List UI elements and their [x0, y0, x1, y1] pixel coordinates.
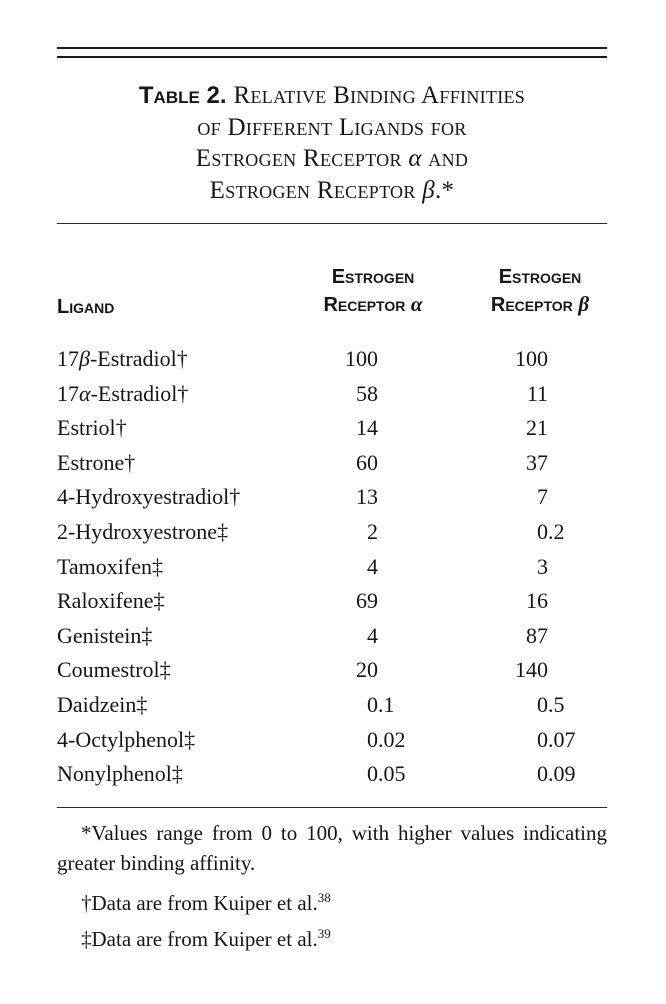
- er-alpha-value: 20: [356, 657, 378, 683]
- top-double-rule: [57, 47, 607, 58]
- table-row: [57, 653, 607, 688]
- footnote-marker: ‡: [171, 761, 183, 787]
- footnote-marker: ‡: [217, 518, 229, 544]
- er-alpha-value: 13: [356, 484, 378, 510]
- ligand-name: Coumestrol‡: [57, 657, 171, 683]
- er-beta-value: 87: [526, 622, 548, 648]
- ligand-name: 17β-Estradiol†: [57, 346, 188, 371]
- er-alpha-value: 60: [356, 449, 378, 475]
- table-row: [57, 342, 607, 377]
- footnote-marker: *: [81, 821, 92, 845]
- ligand-name: Nonylphenol‡: [57, 761, 183, 787]
- er-beta-value: 3: [537, 553, 548, 579]
- er-alpha-value: 4: [367, 553, 378, 579]
- footnote-marker: ‡: [141, 622, 153, 648]
- ligand-name: Estriol†: [57, 415, 127, 441]
- footnote-marker: †: [115, 415, 127, 441]
- footnote-marker: †: [124, 449, 136, 475]
- er-alpha-value: 4: [367, 622, 378, 648]
- footnote-double-dagger-source: ‡Data are from Kuiper et al.$^{39}$: [81, 926, 331, 951]
- table-title-line3: Estrogen Receptor α and: [195, 145, 469, 172]
- ligand-name: Raloxifene‡: [57, 588, 165, 614]
- ligand-name: Genistein‡: [57, 622, 153, 648]
- er-beta-value: 21: [526, 415, 548, 441]
- footnote-marker: ‡: [151, 553, 163, 579]
- alpha-symbol: α: [408, 145, 422, 172]
- table-title-line1: [57, 80, 607, 112]
- er-alpha-value: 0.05: [367, 761, 406, 787]
- alpha-symbol: α: [410, 292, 423, 316]
- ligand-name: Tamoxifen‡: [57, 553, 163, 579]
- er-beta-value: 140: [515, 657, 548, 683]
- table-row: [57, 584, 607, 619]
- er-beta-value: 0.2: [537, 518, 565, 544]
- table-row: [57, 515, 607, 550]
- footnote-marker: †: [176, 346, 188, 371]
- er-alpha-value: 69: [356, 588, 378, 614]
- er-alpha-value: 14: [356, 415, 378, 441]
- footnote-marker: ‡: [153, 588, 165, 614]
- ligand-name: 2-Hydroxyestrone‡: [57, 518, 229, 544]
- footnote-values-range: *Values range from 0 to 100, with higher values indicating greater binding affinity.: [57, 821, 607, 875]
- table-row: [57, 757, 607, 792]
- table-bottom-rule: [57, 807, 607, 808]
- ligand-name: 4-Octylphenol‡: [57, 726, 196, 752]
- title-bottom-rule: [57, 223, 607, 224]
- table-row: [57, 723, 607, 758]
- table-rows: [57, 342, 607, 792]
- column-header-er-alpha: Estrogen Receptor α: [323, 266, 423, 316]
- table-title-line4: Estrogen Receptor β.*: [209, 176, 455, 204]
- er-alpha-value: 2: [367, 518, 378, 544]
- table-row: [57, 480, 607, 515]
- er-beta-value: 7: [537, 484, 548, 510]
- footnote-marker: ‡: [184, 726, 196, 752]
- column-header-ligand: Ligand: [57, 296, 115, 318]
- footnote-reference-number: 38: [317, 890, 331, 905]
- er-beta-value: 0.07: [537, 726, 576, 752]
- table-number-label: Table 2.: [138, 82, 227, 109]
- table-row: [57, 619, 607, 654]
- table-row: [57, 377, 607, 412]
- ligand-name: 4-Hydroxyestradiol†: [57, 484, 241, 510]
- footnote-marker: ‡: [81, 927, 92, 951]
- er-alpha-value: 100: [345, 346, 378, 371]
- table-row: [57, 446, 607, 481]
- er-alpha-value: 0.02: [367, 726, 406, 752]
- table-row: [57, 688, 607, 723]
- table-title-line1-text: Relative Binding Affinities: [233, 82, 526, 109]
- footnote-reference-number: 39: [317, 926, 331, 941]
- er-beta-value: 16: [526, 588, 548, 614]
- ligand-name: 17α-Estradiol†: [57, 380, 189, 406]
- column-header-er-beta: Estrogen Receptor β: [490, 266, 590, 316]
- table-row: [57, 550, 607, 585]
- table-title: [57, 80, 607, 206]
- footnote-marker: †: [177, 380, 189, 406]
- ligand-name: Daidzein‡: [57, 691, 148, 717]
- er-alpha-value: 0.1: [367, 691, 395, 717]
- beta-symbol: β: [422, 176, 435, 204]
- footnote-marker: †: [81, 891, 92, 915]
- table-panel: [57, 0, 607, 1004]
- footnote-marker: ‡: [159, 657, 171, 683]
- footnote-dagger-source: †Data are from Kuiper et al.$^{38}$: [81, 890, 331, 915]
- er-beta-value: 0.09: [537, 761, 576, 787]
- table-title-line2: of Different Ligands for: [197, 113, 467, 141]
- ligand-name: Estrone†: [57, 449, 136, 475]
- footnote-marker: ‡: [136, 691, 148, 717]
- footnote-marker: †: [229, 484, 241, 510]
- er-beta-value: 11: [526, 380, 548, 406]
- er-beta-value: 37: [526, 449, 548, 475]
- table-row: [57, 411, 607, 446]
- er-beta-value: 100: [515, 346, 548, 371]
- greek-symbol: β: [79, 346, 90, 371]
- beta-symbol: β: [578, 292, 590, 316]
- er-alpha-value: 58: [356, 380, 378, 406]
- greek-symbol: α: [79, 380, 91, 406]
- er-beta-value: 0.5: [537, 691, 565, 717]
